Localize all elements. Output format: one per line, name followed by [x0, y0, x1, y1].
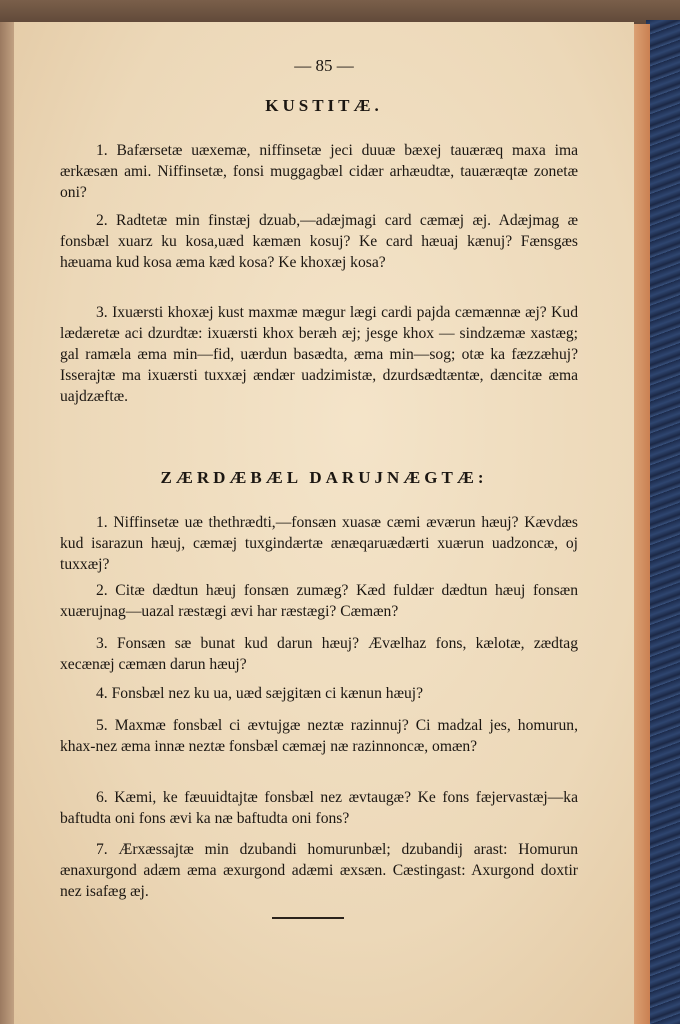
end-rule: [272, 917, 344, 919]
book-page: [14, 22, 634, 1024]
paragraph: 3. Ixuærsti khoxæj kust maxmæ mægur lægi cardi pajda cæmænnæ æj? Kud lædæretæ aci dzurdtæ: ixuærsti khox beræh æj; jesge khox — sindzæmæ xastæg; gal ramæla æma min—fid, uærdun basædta, æma min—sog; otæ ka fæzzæhuj? Isserajtæ ma ixuærsti tuxxæj ændær uadzimistæ, dzurdsædtæntæ, dæncitæ æma uajdzæftæ.: [60, 304, 578, 405]
page-number: — 85 —: [294, 56, 354, 75]
section-heading-zaerdaebael: ZÆRDÆBÆL DARUJNÆGTÆ:: [160, 468, 488, 487]
paragraph: 1. Niffinsetæ uæ thethrædti,—fonsæn xuasæ cæmi æværun hæuj? Kævdæs kud isarazun hæuj, cæmæj tuxgindærtæ ænæqaruædærti xuærun uadzoncæ, oj tuxxæj?: [60, 514, 578, 573]
book-binding: [646, 20, 680, 1024]
paragraph: 6. Kæmi, ke fæuuidtajtæ fonsbæl nez ævtaugæ? Ke fons fæjervastæj—ka baftudta oni fons ævi ka næ baftudta oni fons?: [60, 789, 578, 827]
paragraph: 1. Bafærsetæ uæxemæ, niffinsetæ jeci duuæ bæxej tauæræq maxa ima ærkæsæn ami. Niffinsetæ, fonsi muggagbæl cidær arhæudtæ, tauæræqtæ zonetæ oni?: [60, 142, 578, 201]
paragraph: 2. Citæ dædtun hæuj fonsæn zumæg? Kæd fuldær dædtun hæuj fonsæn xuærujnag—uazal ræstægi ævi har ræstægi? Cæmæn?: [60, 582, 578, 620]
paragraph: 3. Fonsæn sæ bunat kud darun hæuj? Ævælhaz fons, kælotæ, zædtag xecænæj cæmæn darun hæuj?: [60, 635, 578, 673]
paragraph: 2. Radtetæ min finstæj dzuab,—adæjmagi card cæmæj æj. Adæjmag æ fonsbæl xuarz ku kosa,uæd kæmæn kosuj? Ke card hæuaj kænuj? Fænsgæs hæuama kud kosa æma kæd kosa? Ke khoxæj kosa?: [60, 212, 578, 271]
paragraph: 7. Ærxæssajtæ min dzubandi homurunbæl; dzubandij arast: Homurun ænaxurgond adæm æma æxurgond adæmi æxsæn. Cæstingast: Axurgond doxtir nez isafæg æj.: [60, 841, 578, 900]
section-heading-kustitae: KUSTITÆ.: [265, 96, 383, 115]
paragraph: 4. Fonsbæl nez ku ua, uæd sæjgitæn ci kænun hæuj?: [96, 685, 424, 702]
paragraph: 5. Maxmæ fonsbæl ci ævtujgæ neztæ razinnuj? Ci madzal jes, homurun, khax-nez æma innæ neztæ fonsbæl cæmæj næ razinnoncæ, omæn?: [60, 717, 578, 755]
